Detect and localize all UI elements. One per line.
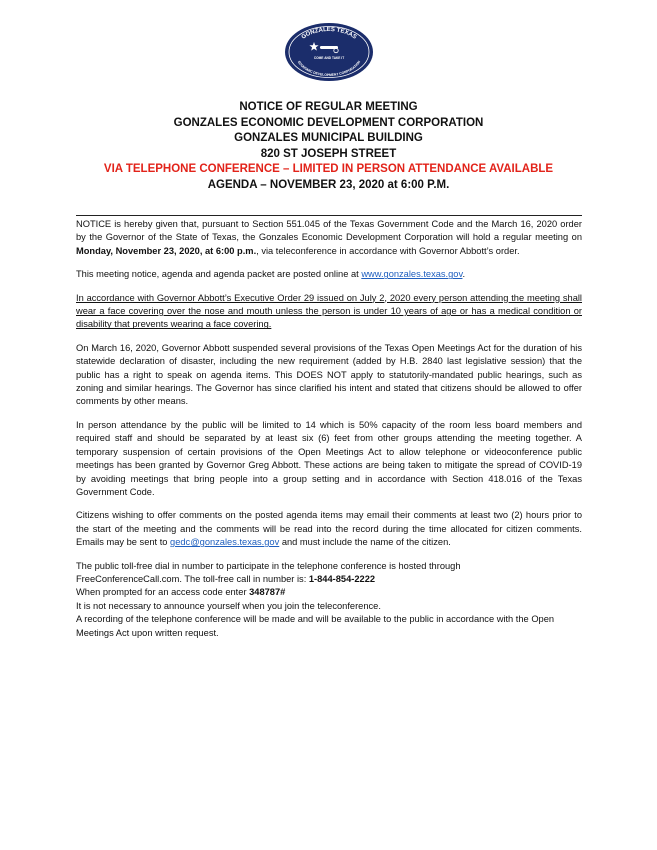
header-line-building: GONZALES MUNICIPAL BUILDING bbox=[234, 132, 423, 144]
divider-line bbox=[76, 215, 582, 216]
notice-paragraph-open-meetings: On March 16, 2020, Governor Abbott suspended several provisions of the Texas Open Meetings Act for the duration of his statewide declaration of disaster, including the new requirement (added by H.B. 2840 last legislative session) that the public has a right to speak on agenda items. This DOES NOT apply to statutorily-mandated public hearings, such as zoning and similar hearings. The Governor has since clarified his intent and stated that citizens should be allowed to offer comments by other means. bbox=[76, 342, 582, 407]
access-code-line: When prompted for an access code enter 348787# bbox=[76, 587, 286, 598]
notice-paragraph-posting: This meeting notice, agenda and agenda packet are posted online at www.gonzales.texas.gov. bbox=[76, 269, 466, 280]
email-link[interactable]: gedc@gonzales.texas.gov bbox=[170, 537, 280, 548]
access-code: 348787# bbox=[249, 587, 286, 598]
header-line-conference-notice: VIA TELEPHONE CONFERENCE – LIMITED IN PERSON ATTENDANCE AVAILABLE bbox=[103, 163, 554, 175]
meeting-datetime: Monday, November 23, 2020, at 6:00 p.m. bbox=[76, 245, 257, 256]
notice-body bbox=[76, 218, 582, 640]
notice-paragraph-face-covering: In accordance with Governor Abbott’s Executive Order 29 issued on July 2, 2020 every person attending the meeting shall wear a face covering over the nose and mouth unless the person is under 10 years of age or has a medical condition or disability that prevents wearing a face covering. bbox=[76, 292, 582, 330]
svg-text:GONZALES TEXAS: GONZALES TEXAS bbox=[300, 26, 358, 41]
teleconference-info bbox=[76, 560, 582, 640]
header-line-agenda-date: AGENDA – NOVEMBER 23, 2020 at 6:00 P.M. bbox=[207, 178, 450, 191]
notice-paragraph-intro: NOTICE is hereby given that, pursuant to Section 551.045 of the Texas Government Code and the March 16, 2020 order by the Governor of the State of Texas, the Gonzales Economic Development Corporation will hold a regular meeting on Monday, November 23, 2020, at 6:00 p.m., via teleconference in accordance with Governor Abbott’s order. bbox=[76, 219, 582, 256]
header-line-notice: NOTICE OF REGULAR MEETING bbox=[239, 101, 418, 113]
header-line-address: 820 ST JOSEPH STREET bbox=[260, 147, 397, 160]
dial-in-line: The public toll-free dial in number to participate in the telephone conference is hosted through bbox=[76, 560, 461, 571]
phone-number: 1-844-854-2222 bbox=[308, 573, 376, 584]
svg-text:COME AND TAKE IT: COME AND TAKE IT bbox=[313, 56, 345, 60]
meeting-header bbox=[40, 100, 617, 193]
gedc-seal-logo bbox=[284, 22, 374, 82]
website-link[interactable]: www.gonzales.texas.gov bbox=[361, 269, 463, 280]
recording-line: A recording of the telephone conference will be made and will be available to the public in accordance with the Open Meetings Act upon written request. bbox=[76, 614, 555, 638]
notice-paragraph-attendance: In person attendance by the public will be limited to 14 which is 50% capacity of the room less board members and required staff and should be separated by at least six (6) feet from other groups attending the meeting together. A temporary suspension of certain provisions of the Open Meetings Act to allow telephone or videoconference public meetings has been granted by Governor Greg Abbott. These actions are being taken to mitigate the spread of COVID-19 by avoiding meetings that bring people into a group setting and in accordance with Section 418.016 of the Texas Government Code. bbox=[76, 419, 582, 497]
call-in-number-line: FreeConferenceCall.com. The toll-free call in number is: 1-844-854-2222 bbox=[76, 573, 376, 584]
header-line-organization: GONZALES ECONOMIC DEVELOPMENT CORPORATION bbox=[173, 116, 484, 129]
svg-text:ECONOMIC DEVELOPMENT CORPORATI: ECONOMIC DEVELOPMENT CORPORATION bbox=[296, 60, 362, 78]
notice-paragraph-comments: Citizens wishing to offer comments on the posted agenda items may email their comments at least two (2) hours prior to the start of the meeting and the comments will be read into the record during the time allocated for citizen comments. Emails may be sent to gedc@gonzales.texas.gov and must include the name of the citizen. bbox=[76, 510, 582, 548]
announce-line: It is not necessary to announce yourself when you join the teleconference. bbox=[76, 600, 381, 611]
